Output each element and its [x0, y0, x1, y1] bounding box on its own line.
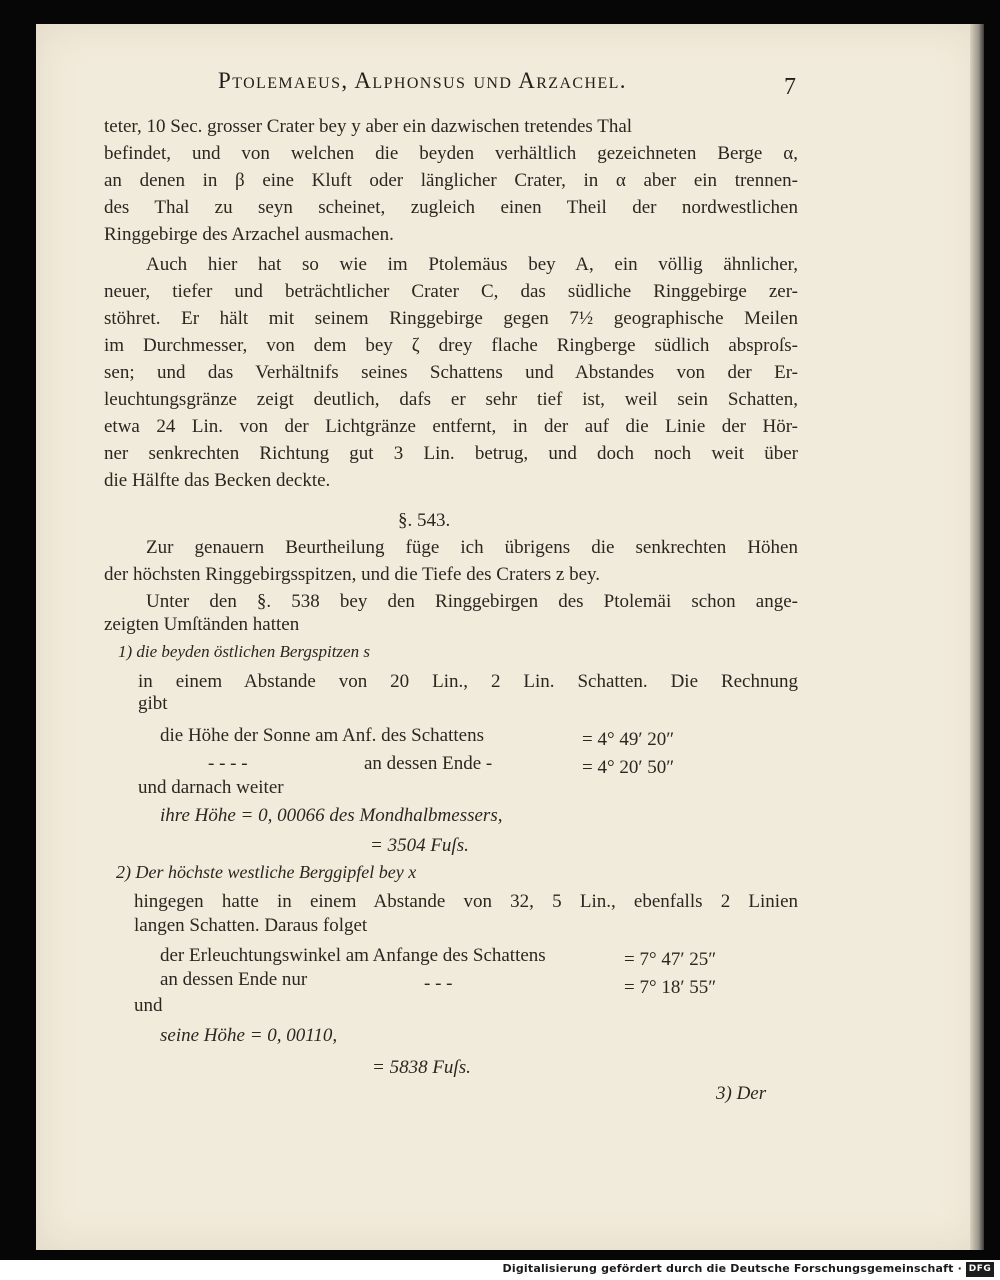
item2-math2-left: an dessen Ende nur: [160, 969, 308, 990]
p3-line-4: zeigten Umſtänden hatten: [104, 614, 300, 635]
item2-line-1: hingegen hatte in einem Abstande von 32, 5 Lin., ebenfalls 2 Linien: [134, 891, 798, 912]
item1-math2-right: = 4° 20′ 50″: [582, 757, 675, 778]
running-header: Ptolemaeus, Alphonsus und Arzachel.: [218, 68, 627, 93]
item1-line-2: gibt: [138, 693, 168, 714]
item2-height-2: = 5838 Fuſs.: [372, 1057, 471, 1078]
item2-math2-dashes: - - -: [424, 973, 453, 994]
p1-line-3: an denen in β eine Kluft oder länglicher Crater, in α aber ein trennen-: [104, 170, 798, 191]
item1-math2-dashes: - - - -: [208, 753, 248, 774]
p2-line-8: ner senkrechten Richtung gut 3 Lin. betrug, und doch noch weit über: [104, 443, 798, 464]
item2-label: 2) Der höchste westliche Berggipfel bey x: [116, 862, 417, 882]
p3-line-3: Unter den §. 538 bey den Ringgebirgen des Ptolemäi schon ange-: [146, 591, 798, 612]
p1-line-2: befindet, und von welchen die beyden verhältlich gezeichneten Berge α,: [104, 143, 798, 164]
page-number: 7: [784, 74, 796, 100]
page-edge-shadow: [970, 24, 984, 1250]
dfg-logo-icon: DFG: [966, 1262, 994, 1277]
item1-math1-left: die Höhe der Sonne am Anf. des Schattens: [160, 725, 484, 746]
p3-line-2: der höchsten Ringgebirgsspitzen, und die Tiefe des Craters z bey.: [104, 564, 601, 585]
catchword: 3) Der: [716, 1083, 767, 1104]
item2-math2-right: = 7° 18′ 55″: [624, 977, 717, 998]
p2-line-9: die Hälfte das Becken deckte.: [104, 470, 331, 491]
p2-line-5: sen; und das Verhältnifs seines Schattens und Abstandes von der Er-: [104, 362, 798, 383]
item1-line-1: in einem Abstande von 20 Lin., 2 Lin. Schatten. Die Rechnung: [138, 671, 798, 692]
p1-line-5: Ringgebirge des Arzachel ausmachen.: [104, 224, 394, 245]
p1-line-1: teter, 10 Sec. grosser Crater bey y aber ein dazwischen tretendes Thal: [104, 116, 633, 137]
item1-math1-right: = 4° 49′ 20″: [582, 729, 675, 750]
item2-math1-left: der Erleuchtungswinkel am Anfange des Schattens: [160, 945, 546, 966]
footer-credit: Digitalisierung gefördert durch die Deutsche Forschungsgemeinschaft ·: [502, 1262, 962, 1275]
item2-after: und: [134, 995, 163, 1016]
p1-line-4: des Thal zu seyn scheinet, zugleich einen Theil der nordwestlichen: [104, 197, 798, 218]
p2-line-4: im Durchmesser, von dem bey ζ drey flache Ringberge südlich absproſs-: [104, 335, 798, 356]
item1-label: 1) die beyden östlichen Bergspitzen s: [118, 642, 370, 661]
item2-height-1: seine Höhe = 0, 00110,: [160, 1025, 338, 1046]
item1-height-1: ihre Höhe = 0, 00066 des Mondhalbmessers,: [160, 805, 503, 826]
p3-line-1: Zur genauern Beurtheilung füge ich übrigens die senkrechten Höhen: [146, 537, 798, 558]
p2-line-1: Auch hier hat so wie im Ptolemäus bey A, ein völlig ähnlicher,: [146, 254, 798, 275]
section-heading: §. 543.: [398, 510, 451, 531]
item1-math2-left: an dessen Ende -: [364, 753, 493, 774]
item1-height-2: = 3504 Fuſs.: [370, 835, 469, 856]
p2-line-6: leuchtungsgränze zeigt deutlich, dafs er sehr tief ist, weil sein Schatten,: [104, 389, 798, 410]
item2-math1-right: = 7° 47′ 25″: [624, 949, 717, 970]
p2-line-3: stöhret. Er hält mit seinem Ringgebirge gegen 7½ geographische Meilen: [104, 308, 798, 329]
p2-line-7: etwa 24 Lin. von der Lichtgränze entfernt, in der auf die Linie der Hör-: [104, 416, 798, 437]
item2-line-2: langen Schatten. Daraus folget: [134, 915, 368, 936]
item1-after: und darnach weiter: [138, 777, 284, 798]
p2-line-2: neuer, tiefer und beträchtlicher Crater C, das südliche Ringgebirge zer-: [104, 281, 798, 302]
